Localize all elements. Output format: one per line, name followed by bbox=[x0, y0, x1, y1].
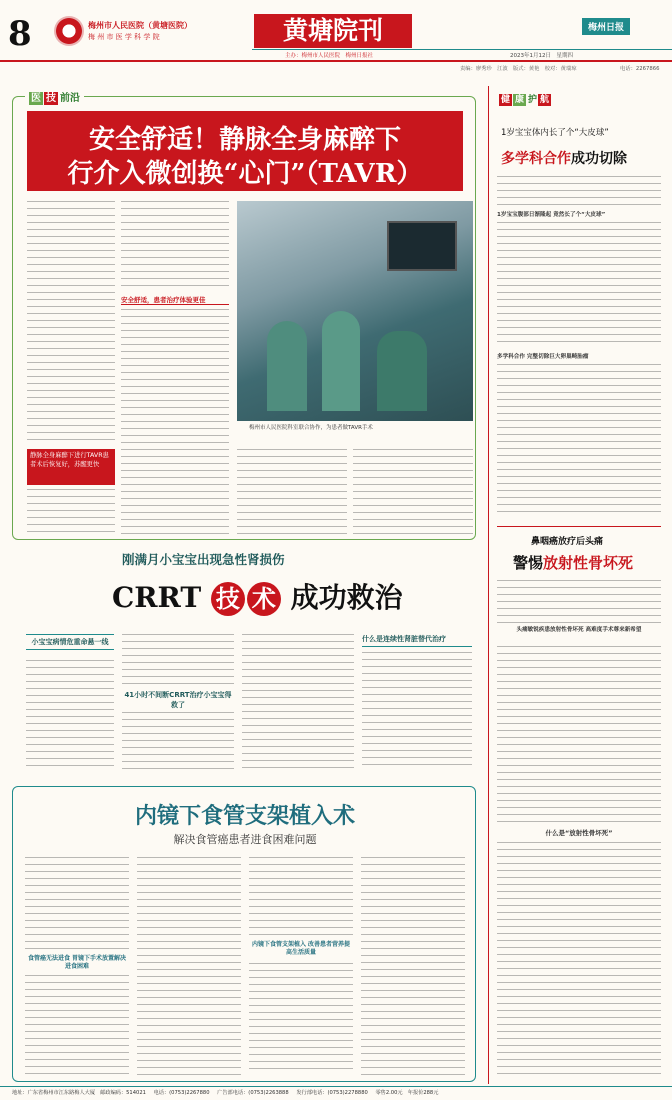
baby-title-b: 成功切除 bbox=[571, 151, 627, 167]
baby-text-2 bbox=[497, 364, 661, 514]
crrt-col-3 bbox=[242, 634, 354, 770]
endo-subtitle: 解决食管癌患者进食困难问题 bbox=[173, 833, 317, 846]
tag-kang: 康 bbox=[515, 95, 525, 105]
editors: 责编：廖秀珍 江波 版式：黄艳 校对：黄瑞琼 bbox=[460, 66, 577, 72]
tumor-sub-1: 头痛敏锐疾患放射性骨坏死 高难度手术尊来新希望 bbox=[516, 627, 642, 633]
crrt-col-2b bbox=[122, 712, 234, 770]
endoscopy-article bbox=[12, 786, 476, 1082]
tumor-text-1 bbox=[497, 646, 661, 824]
crrt-top: 刚满月小宝宝出现急性肾损伤 bbox=[122, 552, 285, 567]
tag-hang: 航 bbox=[540, 95, 550, 105]
tumor-text-2 bbox=[497, 842, 661, 1080]
hospital-logo-icon bbox=[54, 16, 84, 46]
tumor-title bbox=[513, 552, 633, 573]
tavr-col-2 bbox=[121, 201, 229, 291]
baby-top: 1岁宝宝体内长了个“大皮球” bbox=[501, 128, 609, 138]
endo-title: 内镜下食管支架植入术 bbox=[134, 803, 355, 829]
surgery-photo bbox=[237, 201, 473, 421]
tumor-sub-2: 什么是“放射性骨坏死” bbox=[545, 829, 613, 837]
tumor-lead bbox=[497, 580, 661, 624]
tumor-head: 鼻咽癌放疗后头痛 bbox=[531, 537, 604, 547]
baby-title bbox=[501, 148, 627, 168]
tavr-col-1 bbox=[27, 201, 115, 445]
crrt-shu: 术 bbox=[247, 582, 281, 616]
endo-col-2 bbox=[137, 857, 241, 1075]
crrt-col-1 bbox=[26, 660, 114, 770]
tumor-title-b: 放射性骨坏死 bbox=[543, 554, 634, 572]
tag-yi: 医 bbox=[31, 93, 41, 104]
crrt-sub-1: 小宝宝病情危重命悬一线 bbox=[26, 634, 114, 650]
tavr-title-1: 安全舒适！静脉全身麻醉下 bbox=[88, 125, 401, 155]
crrt-rest: 成功救治 bbox=[290, 581, 403, 614]
masthead bbox=[0, 0, 672, 72]
tumor-title-a: 警惕 bbox=[513, 554, 544, 572]
editor-phone: 电话：2267866 bbox=[620, 66, 660, 72]
tavr-col-3 bbox=[237, 449, 347, 535]
page-number: 8 bbox=[8, 14, 32, 54]
footer bbox=[0, 1086, 672, 1100]
sponsor: 主办：梅州市人民医院 梅州日报社 bbox=[285, 53, 374, 59]
baby-title-a: 多学科合作 bbox=[501, 151, 571, 167]
tavr-col-4 bbox=[353, 449, 473, 535]
crrt-article bbox=[12, 548, 476, 778]
tavr-title-2: 行介入微创换“心门”（TAVR） bbox=[67, 159, 423, 189]
endo-sub-2: 内镜下食管支架植入 改善患者营养提高生活质量 bbox=[251, 941, 351, 956]
footer-address: 地址：广东省梅州市江东路梅人大厦 邮政编码：514021 bbox=[12, 1090, 146, 1096]
health-tag bbox=[499, 92, 551, 105]
tag-ji: 技 bbox=[46, 93, 56, 104]
tag-hu: 护 bbox=[528, 95, 538, 105]
side-box: 静脉全身麻醉下进行TAVR患者术后恢复好，苏醒更快 bbox=[27, 449, 115, 485]
baby-sub-1: 1岁宝宝腹部日渐隆起 竟然长了个“大皮球” bbox=[497, 212, 606, 218]
footer-price: 零售2.00元 年报价288元 bbox=[375, 1090, 439, 1096]
baby-lead bbox=[497, 176, 661, 208]
baby-sub-2: 多学科合作 完整切除巨大卵巢畸胎瘤 bbox=[497, 354, 589, 360]
masthead-title: 黄塘院刊 bbox=[254, 14, 412, 48]
tavr-col-2b bbox=[121, 309, 229, 535]
crrt-title bbox=[112, 576, 403, 616]
newspaper-logo: 梅州日报 bbox=[582, 18, 630, 35]
right-column bbox=[488, 86, 664, 1084]
crrt-ji: 技 bbox=[211, 582, 245, 616]
tag-jian: 健 bbox=[501, 95, 511, 105]
endo-col-3 bbox=[249, 857, 353, 937]
footer-tel-2: 广告部电话：(0753)2263888 bbox=[217, 1090, 289, 1096]
tavr-article bbox=[12, 93, 476, 540]
endo-col-1 bbox=[25, 857, 129, 949]
tavr-col-1b bbox=[27, 489, 115, 535]
issue-date: 2023年1月12日 星期四 bbox=[510, 53, 573, 59]
section-tag bbox=[25, 89, 84, 104]
crrt-sub-2: 41小时不间断CRRT治疗小宝宝得救了 bbox=[124, 691, 232, 709]
hospital-sub: 梅 州 市 医 学 科 学 院 bbox=[88, 33, 160, 41]
crrt-word: CRRT bbox=[112, 581, 202, 614]
footer-tel-1: 电话：(0753)2267880 bbox=[153, 1090, 210, 1096]
baby-text-1 bbox=[497, 222, 661, 348]
tavr-subhead: 安全舒适，患者治疗体验更佳 bbox=[121, 295, 229, 305]
photo-caption: 梅州市人民医院科室联合协作，为患者做TAVR手术 bbox=[249, 425, 373, 431]
endo-sub-1: 食管癌无法进食 胃镜下手术放置解决进食困难 bbox=[27, 955, 127, 970]
endo-col-1b bbox=[25, 975, 129, 1075]
hospital-name: 梅州市人民医院（黄塘医院） bbox=[88, 21, 192, 30]
crrt-sub-3: 什么是连续性肾脏替代治疗 bbox=[362, 634, 472, 647]
footer-tel-3: 发行部电话：(0753)2278880 bbox=[296, 1090, 368, 1096]
endo-col-3b bbox=[249, 963, 353, 1075]
endo-col-4 bbox=[361, 857, 465, 1075]
crrt-col-4 bbox=[362, 652, 472, 770]
tag-qianyan: 前沿 bbox=[60, 93, 80, 104]
crrt-col-2 bbox=[122, 634, 234, 688]
